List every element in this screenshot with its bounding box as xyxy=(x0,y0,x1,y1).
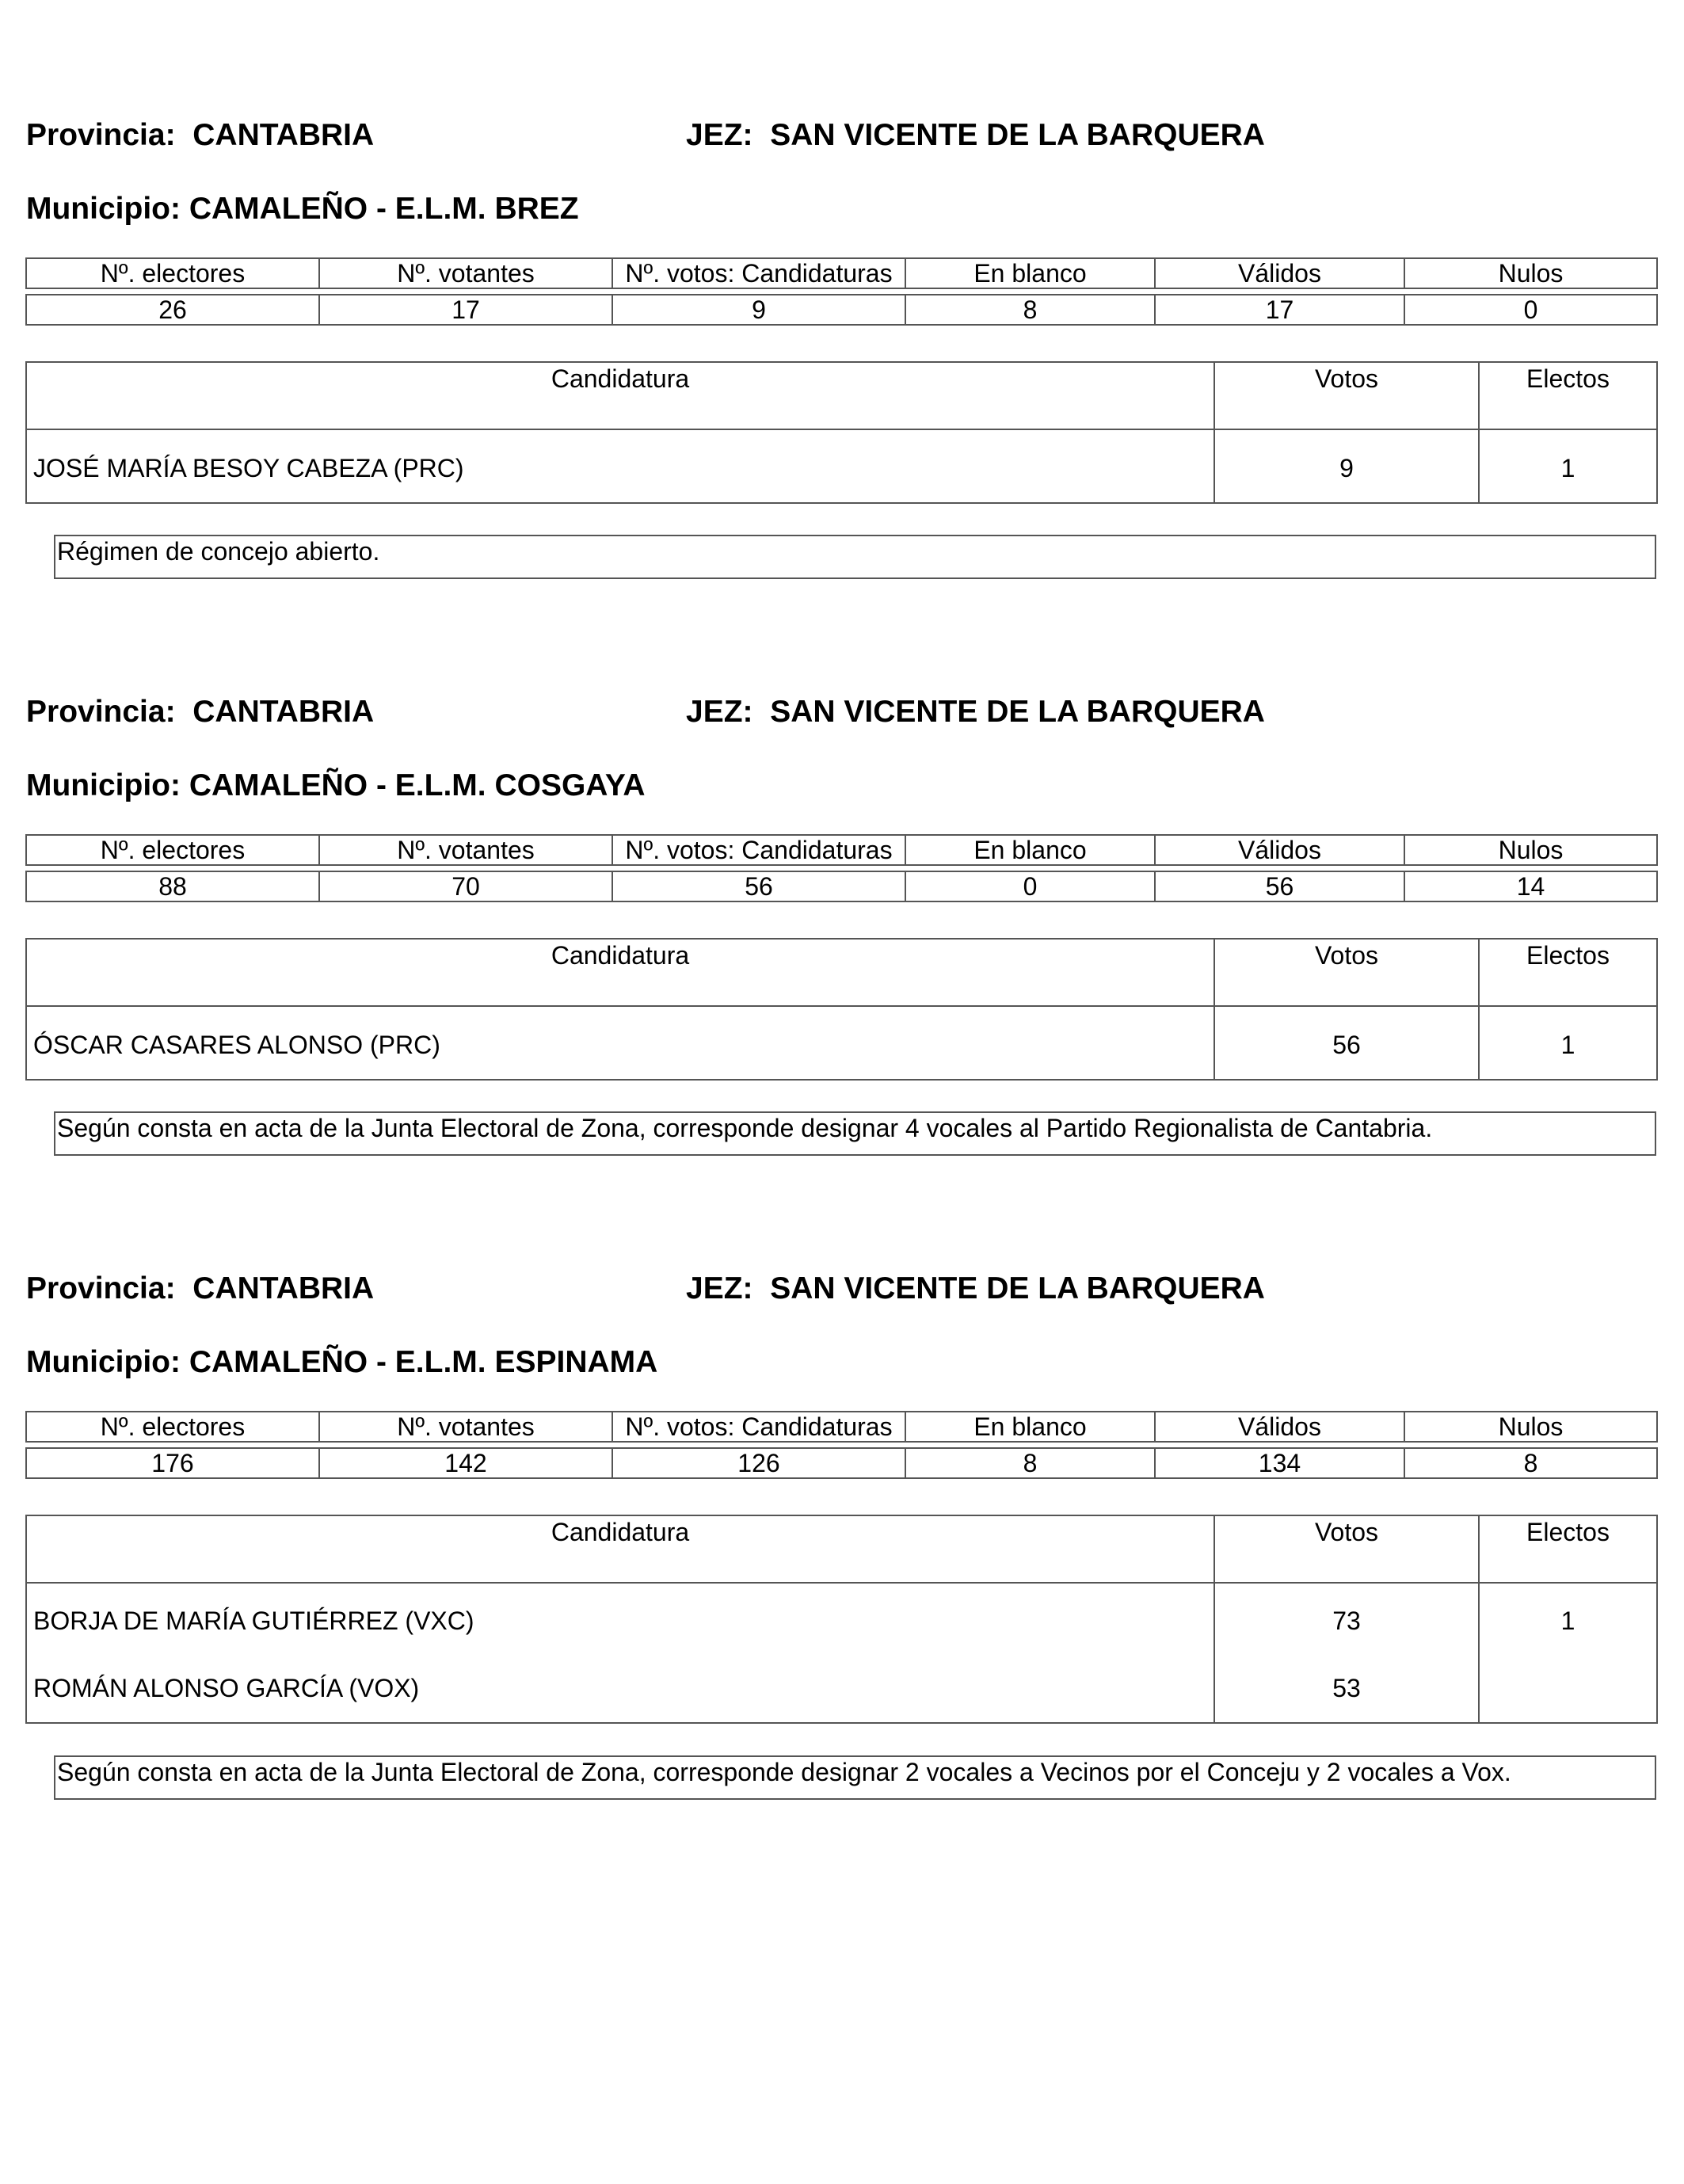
candidate-votos: 9 xyxy=(1214,429,1479,503)
candidate-row xyxy=(26,1654,1657,1723)
value-electores: 176 xyxy=(26,1448,319,1478)
value-validos: 134 xyxy=(1155,1448,1404,1478)
results-section-brez xyxy=(0,0,1684,570)
candidate-electos: 1 xyxy=(1479,1583,1657,1654)
observation-note: Según consta en acta de la Junta Electoral de Zona, corresponde designar 2 vocales a Vecinos por el Conceju y 2 vocales a Vox. xyxy=(54,1755,1656,1800)
provincia-heading: Provincia: CANTABRIA xyxy=(26,118,375,152)
header-candidatura: Candidatura xyxy=(26,1515,1214,1583)
header-nulos: Nulos xyxy=(1404,258,1657,288)
candidates-table xyxy=(25,361,1658,504)
candidates-header-row xyxy=(26,939,1657,1006)
candidate-votos: 73 xyxy=(1214,1583,1479,1654)
header-electos: Electos xyxy=(1479,362,1657,429)
summary-value-row xyxy=(26,295,1657,325)
candidate-votos: 53 xyxy=(1214,1654,1479,1723)
value-votantes: 142 xyxy=(319,1448,612,1478)
header-votos-candidaturas: Nº. votos: Candidaturas xyxy=(612,835,905,865)
jez-heading: JEZ: SAN VICENTE DE LA BARQUERA xyxy=(686,695,1265,729)
observation-note: Régimen de concejo abierto. xyxy=(54,535,1656,579)
provincia-heading: Provincia: CANTABRIA xyxy=(26,695,375,729)
header-en-blanco: En blanco xyxy=(905,835,1155,865)
candidate-electos: 1 xyxy=(1479,1006,1657,1080)
value-nulos: 14 xyxy=(1404,871,1657,901)
header-validos: Válidos xyxy=(1155,258,1404,288)
header-votos: Votos xyxy=(1214,939,1479,1006)
header-electos: Electos xyxy=(1479,939,1657,1006)
header-votos: Votos xyxy=(1214,1515,1479,1583)
value-en-blanco: 8 xyxy=(905,295,1155,325)
header-nulos: Nulos xyxy=(1404,835,1657,865)
header-candidatura: Candidatura xyxy=(26,362,1214,429)
candidates-table xyxy=(25,938,1658,1081)
results-section-espinama xyxy=(0,1153,1684,1819)
header-votos-candidaturas: Nº. votos: Candidaturas xyxy=(612,258,905,288)
summary-value-row xyxy=(26,871,1657,901)
candidate-votos: 56 xyxy=(1214,1006,1479,1080)
candidate-name: JOSÉ MARÍA BESOY CABEZA (PRC) xyxy=(26,429,1214,503)
value-validos: 56 xyxy=(1155,871,1404,901)
value-en-blanco: 8 xyxy=(905,1448,1155,1478)
header-votantes: Nº. votantes xyxy=(319,835,612,865)
value-nulos: 0 xyxy=(1404,295,1657,325)
value-validos: 17 xyxy=(1155,295,1404,325)
header-votantes: Nº. votantes xyxy=(319,258,612,288)
municipio-heading: Municipio: CAMALEÑO - E.L.M. BREZ xyxy=(26,192,579,226)
observation-note: Según consta en acta de la Junta Electoral de Zona, corresponde designar 4 vocales al Partido Regionalista de Cantabria. xyxy=(54,1111,1656,1156)
candidates-table xyxy=(25,1515,1658,1724)
jez-heading: JEZ: SAN VICENTE DE LA BARQUERA xyxy=(686,118,1265,152)
value-votos-candidaturas: 9 xyxy=(612,295,905,325)
provincia-heading: Provincia: CANTABRIA xyxy=(26,1271,375,1305)
header-electores: Nº. electores xyxy=(26,835,319,865)
candidate-electos: 1 xyxy=(1479,429,1657,503)
header-votantes: Nº. votantes xyxy=(319,1412,612,1442)
header-electores: Nº. electores xyxy=(26,1412,319,1442)
summary-table xyxy=(25,834,1658,902)
summary-value-row xyxy=(26,1448,1657,1478)
header-validos: Válidos xyxy=(1155,1412,1404,1442)
header-candidatura: Candidatura xyxy=(26,939,1214,1006)
value-nulos: 8 xyxy=(1404,1448,1657,1478)
header-nulos: Nulos xyxy=(1404,1412,1657,1442)
value-en-blanco: 0 xyxy=(905,871,1155,901)
summary-table xyxy=(25,1411,1658,1479)
summary-table xyxy=(25,257,1658,326)
municipio-heading: Municipio: CAMALEÑO - E.L.M. COSGAYA xyxy=(26,768,646,802)
municipio-heading: Municipio: CAMALEÑO - E.L.M. ESPINAMA xyxy=(26,1345,658,1379)
value-votos-candidaturas: 56 xyxy=(612,871,905,901)
candidates-header-row xyxy=(26,362,1657,429)
candidate-name: BORJA DE MARÍA GUTIÉRREZ (VXC) xyxy=(26,1583,1214,1654)
header-electores: Nº. electores xyxy=(26,258,319,288)
candidate-row xyxy=(26,1006,1657,1080)
results-section-cosgaya xyxy=(0,577,1684,1147)
jez-heading: JEZ: SAN VICENTE DE LA BARQUERA xyxy=(686,1271,1265,1305)
value-electores: 88 xyxy=(26,871,319,901)
header-votos-candidaturas: Nº. votos: Candidaturas xyxy=(612,1412,905,1442)
candidate-name: ÓSCAR CASARES ALONSO (PRC) xyxy=(26,1006,1214,1080)
header-electos: Electos xyxy=(1479,1515,1657,1583)
value-votantes: 70 xyxy=(319,871,612,901)
candidates-header-row xyxy=(26,1515,1657,1583)
header-en-blanco: En blanco xyxy=(905,258,1155,288)
value-votos-candidaturas: 126 xyxy=(612,1448,905,1478)
candidate-row xyxy=(26,429,1657,503)
summary-header-row xyxy=(26,835,1657,865)
summary-header-row xyxy=(26,1412,1657,1442)
header-validos: Válidos xyxy=(1155,835,1404,865)
candidate-row xyxy=(26,1583,1657,1654)
header-en-blanco: En blanco xyxy=(905,1412,1155,1442)
summary-header-row xyxy=(26,258,1657,288)
value-electores: 26 xyxy=(26,295,319,325)
value-votantes: 17 xyxy=(319,295,612,325)
header-votos: Votos xyxy=(1214,362,1479,429)
candidate-electos xyxy=(1479,1654,1657,1723)
candidate-name: ROMÁN ALONSO GARCÍA (VOX) xyxy=(26,1654,1214,1723)
